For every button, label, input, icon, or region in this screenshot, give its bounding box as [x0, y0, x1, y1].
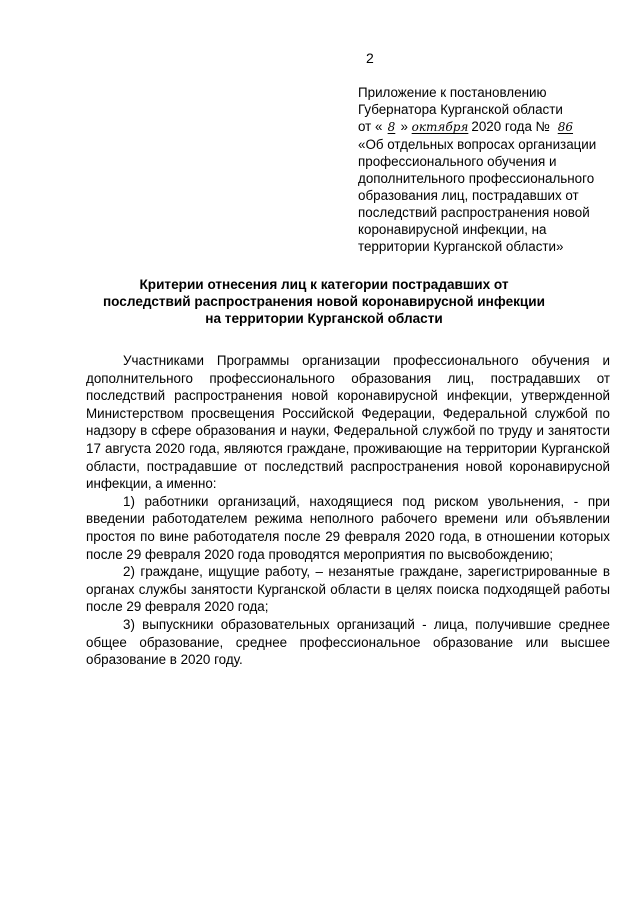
appendix-subject-line: территории Курганской области»: [358, 239, 564, 254]
criteria-item-1: 1) работники организаций, находящиеся под риском увольнения, - при введении работодателем режима неполного рабочего времени или объявлении простоя по вине работодателя после 29 февраля 2020 года, в отношении которых после 29 февраля 2020 года проводятся мероприятия по высвобождению;: [86, 493, 610, 562]
page-number: 2: [366, 50, 374, 66]
appendix-subject-line: «Об отдельных вопросах организации: [358, 137, 597, 152]
document-title: Критерии отнесения лиц к категории пострадавших от последствий распространения новой коронавирусной инфекции на территории Курганской области: [102, 277, 546, 326]
date-mid: »: [400, 119, 408, 134]
appendix-line-1: Приложение к постановлению: [358, 85, 547, 100]
date-suffix: 2020 года №: [471, 119, 550, 134]
criteria-item-2: 2) граждане, ищущие работу, – незанятые граждане, зарегистрированные в органах службы занятости Курганской области в целях поиска подходящей работы после 29 февраля 2020 года;: [86, 564, 610, 615]
appendix-header: [358, 84, 618, 255]
criteria-item-3: 3) выпускники образовательных организаций - лица, получившие среднее общее образование, среднее профессиональное образование или высшее образование в 2020 году.: [86, 616, 610, 668]
appendix-subject-line: последствий распространения новой: [358, 205, 590, 220]
handwritten-month: октября: [411, 120, 469, 134]
document-body: [86, 352, 610, 669]
appendix-subject-line: профессионального обучения и: [358, 154, 557, 169]
appendix-date-line: [358, 118, 618, 136]
appendix-line-2: Губернатора Курганской области: [358, 102, 563, 117]
appendix-subject-line: образования лиц, пострадавших от: [358, 188, 579, 203]
handwritten-day: 8: [387, 120, 396, 134]
intro-paragraph: Участниками Программы организации профессионального обучения и дополнительного профессионального образования лиц, пострадавших от последствий распространения новой коронавирусной инфекции, утвержденной Министерством просвещения Российской Федерации, Федеральной службой по надзору в сфере образования и науки, Федеральной службой по труду и занятости 17 августа 2020 года, являются граждане, проживающие на территории Курганской области, пострадавшие от последствий распространения новой коронавирусной инфекции, а именно:: [86, 353, 610, 492]
date-prefix: от «: [358, 119, 383, 134]
appendix-subject-line: дополнительного профессионального: [358, 171, 595, 186]
appendix-subject-line: коронавирусной инфекции, на: [358, 222, 547, 237]
handwritten-doc-number: 86: [557, 120, 574, 134]
